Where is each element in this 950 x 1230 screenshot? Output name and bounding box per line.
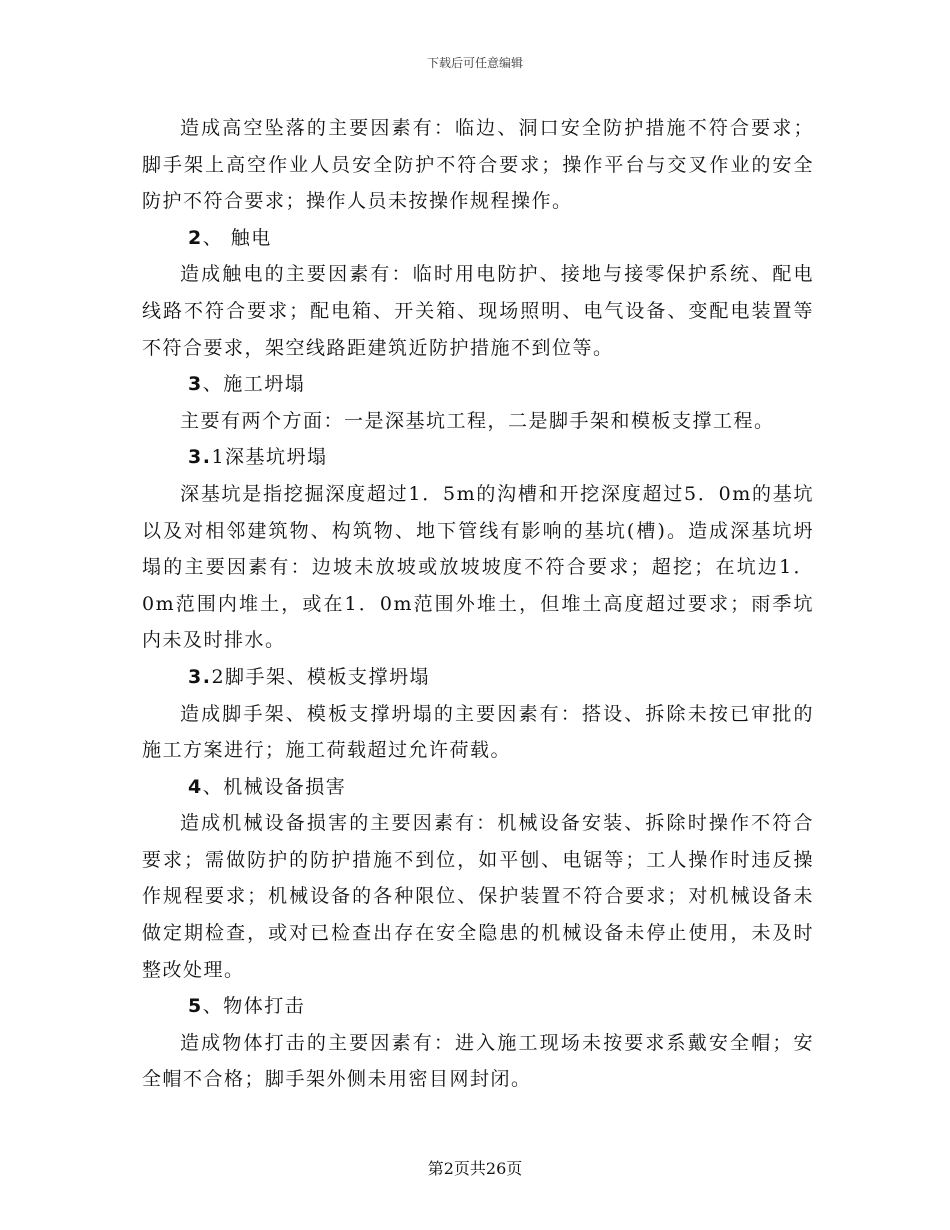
paragraph-object-strike: 造成物体打击的主要因素有：进入施工现场未按要求系戴安全帽；安全帽不合格；脚手架外侧未用密目网封闭。 — [142, 1031, 814, 1091]
section-title: 2脚手架、模板支撑坍塌 — [211, 665, 431, 688]
paragraph-scaffold: 造成脚手架、模板支撑坍塌的主要因素有：搭设、拆除未按已审批的施工方案进行；施工荷载超过允许荷载。 — [142, 702, 814, 762]
subsection-heading-deep-pit — [142, 439, 814, 476]
section-title: 1深基坑坍塌 — [211, 446, 328, 469]
paragraph-shock-causes: 造成触电的主要因素有：临时用电防护、接地与接零保护系统、配电线路不符合要求；配电箱、开关箱、现场照明、电气设备、变配电装置等不符合要求，架空线路距建筑近防护措施不到位等。 — [142, 263, 814, 359]
paragraph-collapse-aspects: 主要有两个方面：一是深基坑工程，二是脚手架和模板支撑工程。 — [180, 409, 775, 432]
section-number: 3 — [188, 373, 203, 396]
section-number: 2 — [188, 226, 203, 249]
section-heading-machinery — [142, 769, 814, 806]
section-heading-object-strike — [142, 988, 814, 1025]
paragraph-fall-causes: 造成高空坠落的主要因素有：临边、洞口安全防护措施不符合要求；脚手架上高空作业人员安全防护不符合要求；操作平台与交叉作业的安全防护不符合要求；操作人员未按操作规程操作。 — [142, 117, 814, 213]
page-header: 下载后可任意编辑 — [426, 56, 523, 70]
section-heading-collapse — [142, 366, 814, 403]
document-body — [142, 110, 814, 1098]
subsection-heading-scaffold — [142, 659, 814, 696]
page-footer: 第2页共26页 — [427, 1159, 523, 1178]
section-number: 3. — [188, 665, 212, 688]
paragraph-machinery: 造成机械设备损害的主要因素有：机械设备安装、拆除时操作不符合要求；需做防护的防护措施不到位，如平刨、电锯等；工人操作时违反操作规程要求；机械设备的各种限位、保护装置不符合要求；对机械设备未做定期检查，或对已检查出存在安全隐患的机械设备未停止使用，未及时整改处理。 — [142, 812, 814, 981]
section-title: 、机械设备损害 — [202, 775, 347, 798]
section-number: 5 — [188, 995, 203, 1018]
section-heading-electric-shock — [142, 220, 814, 257]
section-number: 4 — [188, 775, 203, 798]
section-number: 3. — [188, 446, 212, 469]
section-title: 、施工坍塌 — [202, 373, 306, 396]
section-title: 、 触电 — [202, 226, 272, 249]
paragraph-deep-pit: 深基坑是指挖掘深度超过1．5m的沟槽和开挖深度超过5．0m的基坑以及对相邻建筑物、构筑物、地下管线有影响的基坑(槽)。造成深基坑坍塌的主要因素有：边坡未放坡或放坡坡度不符合要求；超挖；在坑边1．0m范围内堆土，或在1．0m范围外堆土，但堆土高度超过要求；雨季坑内未及时排水。 — [142, 482, 814, 652]
section-title: 、物体打击 — [202, 995, 306, 1018]
